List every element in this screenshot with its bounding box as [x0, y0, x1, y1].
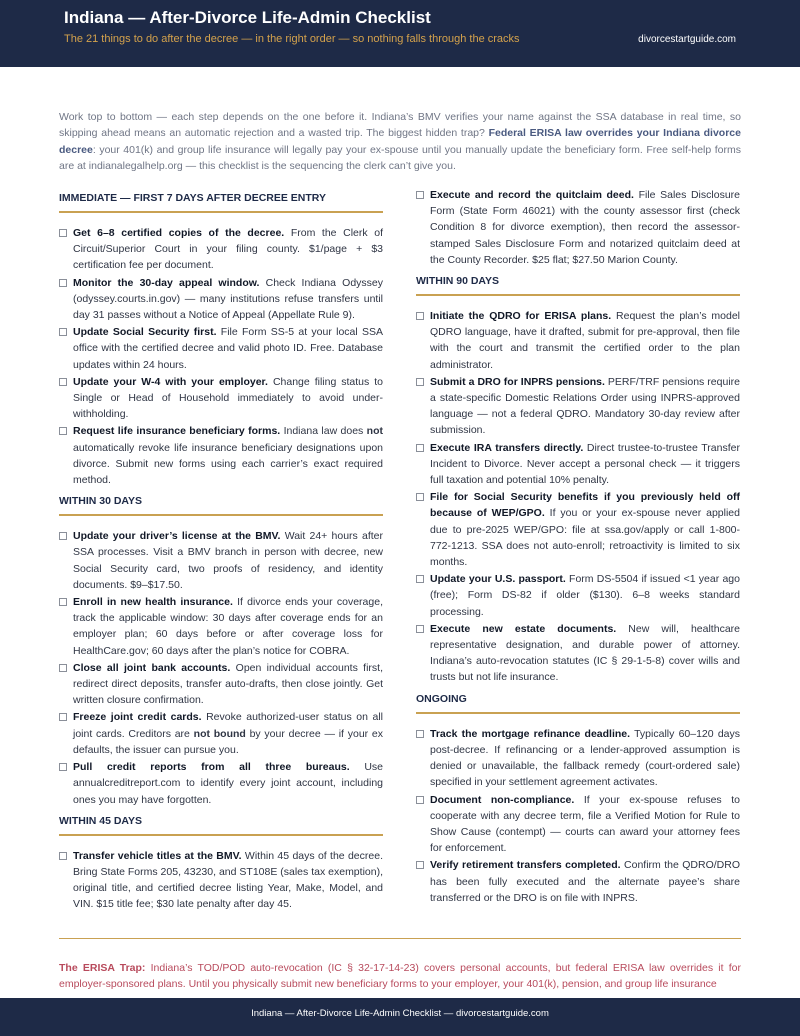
item-title: Freeze joint credit cards.	[73, 711, 202, 724]
item-desc-bold: not	[366, 425, 383, 438]
checklist-item	[59, 324, 383, 373]
checklist-item	[59, 594, 383, 659]
checkbox[interactable]	[59, 229, 67, 237]
item-title: Update Social Security first.	[73, 326, 217, 339]
page-header	[0, 0, 800, 67]
item-desc: Wait 24+ hours after SSA processes. Visit a BMV branch in person with decree, new Social Security card, two proofs of residency, and identity documents. $9–$17.50.	[73, 530, 383, 591]
section-heading-within-90: WITHIN 90 DAYS	[416, 269, 740, 296]
intro-text-after: : your 401(k) and group life insurance will legally pay your ex-spouse until you manually update the beneficiary form. Free self-help forms are at indianalegalhelp.org — this checklist is the sequencing the clerk can’t give you.	[59, 143, 741, 172]
item-desc: New will, healthcare representative designation, and durable power of attorney. Indiana’s auto-revocation statutes (IC § 29-1-5-8) cover wills and trusts but not life insurance.	[430, 622, 740, 684]
checklist-item	[416, 792, 740, 857]
item-desc: PERF/TRF pensions require a state-specific Domestic Relations Order using INPRS-approved language — not a federal QDRO. Mandatory 30-day review after submission.	[430, 375, 740, 437]
checklist-item	[416, 308, 740, 373]
checkbox[interactable]	[59, 427, 67, 435]
right-column	[416, 187, 740, 907]
item-desc: If you or your ex-spouse never applied due to pre-2025 WEP/GPO: file at ssa.gov/apply or call 1-800-772-1213. SSA does not auto-enroll; retroactivity is limited to six months.	[430, 507, 740, 569]
item-title: Execute new estate documents.	[430, 622, 617, 635]
checkbox[interactable]	[59, 279, 67, 287]
page-subtitle: The 21 things to do after the decree — in the right order — so nothing falls through the cracks	[64, 33, 520, 45]
checklist-item	[416, 374, 740, 439]
checklist-item	[416, 489, 740, 570]
item-desc-after: automatically revoke life insurance beneficiary designations upon divorce. Submit new forms using each carrier’s exact required method.	[73, 441, 383, 487]
checkbox[interactable]	[416, 191, 424, 199]
item-title: File for Social Security benefits if you previously held off because of WEP/GPO.	[430, 491, 740, 520]
item-title: Update your W-4 with your employer.	[73, 375, 268, 388]
checklist-item	[59, 759, 383, 808]
item-desc-after: by your decree — if your ex defaults, the issuer can pursue you.	[73, 727, 383, 756]
item-title: Get 6–8 certified copies of the decree.	[73, 227, 285, 239]
checkbox[interactable]	[416, 861, 424, 869]
item-desc: Change filing status to Single or Head of Household immediately to avoid under-withholding.	[73, 375, 383, 421]
checkbox[interactable]	[59, 378, 67, 386]
footer-text: Indiana — After-Divorce Life-Admin Checklist — divorcestartguide.com	[251, 1008, 549, 1019]
page-title: Indiana — After-Divorce Life-Admin Checklist	[64, 8, 431, 27]
page-footer	[0, 998, 800, 1036]
item-desc: Confirm the QDRO/DRO has been fully executed and the alternate payee’s share transferred or the DRO is on file with INPRS.	[430, 859, 740, 904]
section-heading-within-30: WITHIN 30 DAYS	[59, 489, 383, 516]
checklist-item	[59, 528, 383, 593]
section-heading-ongoing: ONGOING	[416, 687, 740, 714]
trap-text: Indiana’s TOD/POD auto-revocation (IC § 32-17-14-23) covers personal accounts, but federal ERISA law overrides it for employer-sponsored plans. Until you physically submit new beneficiary forms to your employer, your 401(k), pension, and group life insurance	[59, 962, 741, 990]
item-title: Submit a DRO for INPRS pensions.	[430, 375, 605, 388]
item-title: Pull credit reports from all three bureaus.	[73, 761, 350, 774]
trap-label: The ERISA Trap:	[59, 962, 146, 974]
item-title: Enroll in new health insurance.	[73, 596, 233, 609]
item-title: Initiate the QDRO for ERISA plans.	[430, 310, 612, 323]
section-divider	[59, 938, 741, 939]
checkbox[interactable]	[59, 763, 67, 771]
checklist-item	[416, 857, 740, 906]
item-desc: Check Indiana Odyssey (odyssey.courts.in.gov) — many institutions refuse transfers until day 31 passes without a Notice of Appeal (Appellate Rule 9).	[73, 276, 383, 322]
left-column	[59, 187, 383, 914]
checkbox[interactable]	[416, 378, 424, 386]
checklist-item	[59, 660, 383, 709]
item-desc: If divorce ends your coverage, track the applicable window: 30 days after coverage ends for an employer plan; 60 days before or after coverage loss for HealthCare.gov; 60 days after the plan’s notice for COBRA.	[73, 596, 383, 657]
item-title: Update your U.S. passport.	[430, 573, 566, 586]
checklist-item	[59, 225, 383, 274]
item-title: Execute IRA transfers directly.	[430, 441, 584, 454]
item-title: Verify retirement transfers completed.	[430, 859, 621, 872]
item-title: Document non-compliance.	[430, 793, 575, 806]
item-desc: Direct trustee-to-trustee Transfer Incident to Divorce. Never accept a personal check — it triggers full taxation and potential 10% penalty.	[430, 441, 740, 487]
item-desc: From the Clerk of Circuit/Superior Court in your filing county. $1/page + $3 certification fee per document.	[73, 227, 383, 272]
item-title: Transfer vehicle titles at the BMV.	[73, 849, 242, 862]
intro-bold: Federal ERISA law overrides your Indiana divorce decree	[59, 127, 741, 156]
checklist-item	[59, 275, 383, 324]
site-link[interactable]: divorcestartguide.com	[638, 34, 736, 45]
item-title: Execute and record the quitclaim deed.	[430, 189, 634, 201]
item-desc: Use annualcreditreport.com to identify every joint account, including ones you may have forgotten.	[73, 761, 383, 806]
item-desc: Within 45 days of the decree. Bring State Forms 205, 43230, and ST108E (sales tax exemption), original title, and certified decree listing Year, Make, Model, and VIN. $15 title fee; $30 late penalty after day 45.	[73, 849, 383, 911]
checkbox[interactable]	[416, 312, 424, 320]
intro-text: Work top to bottom — each step depends on the one before it. Indiana’s BMV verifies your name against the SSA database in real time, so skipping ahead means an automatic rejection and a wasted trip. The biggest hidden trap?	[59, 111, 741, 140]
item-title: Monitor the 30-day appeal window.	[73, 276, 260, 289]
item-title: Track the mortgage refinance deadline.	[430, 727, 631, 740]
checkbox[interactable]	[59, 532, 67, 540]
checklist-item	[59, 423, 383, 488]
item-desc: File Form SS-5 at your local SSA office with the certified decree and valid photo ID. Free. Database updates within 24 hours.	[73, 326, 383, 371]
item-desc: If your ex-spouse refuses to cooperate with any decree term, file a Verified Motion for Rule to Show Cause (contempt) — courts can award your attorney fees for enforcement.	[430, 793, 740, 855]
section-heading-immediate: IMMEDIATE — FIRST 7 DAYS AFTER DECREE ENTRY	[59, 187, 383, 213]
checklist-item	[416, 621, 740, 686]
item-desc: Revoke authorized-user status on all joint cards. Creditors are	[73, 711, 383, 740]
checkbox[interactable]	[416, 730, 424, 738]
checkbox[interactable]	[59, 328, 67, 336]
checklist-item	[416, 440, 740, 489]
item-desc: Form DS-5504 if issued <1 year ago (free); Form DS-82 if older ($130). 6–8 weeks standard processing.	[430, 573, 740, 618]
item-desc: File Sales Disclosure Form (State Form 46021) with the county assessor first (check Condition 8 for divorce exemption), then record the assessor-stamped Sales Disclosure Form and notarized quitclaim deed at the County Recorder. $25 flat; $27.50 Marion County.	[430, 189, 740, 266]
item-title: Request life insurance beneficiary forms.	[73, 425, 281, 438]
checkbox[interactable]	[59, 664, 67, 672]
checklist-item	[59, 709, 383, 758]
checklist-item	[59, 374, 383, 423]
item-title: Update your driver’s license at the BMV.	[73, 530, 281, 543]
item-desc: Request the plan’s model QDRO language, have it drafted, submit for pre-approval, then file with the court and transmit the certified order to the plan administrator.	[430, 310, 741, 371]
checkbox[interactable]	[59, 852, 67, 860]
item-title: Close all joint bank accounts.	[73, 661, 231, 674]
checkbox[interactable]	[416, 493, 424, 501]
checkbox[interactable]	[416, 575, 424, 583]
erisa-trap-callout	[59, 960, 741, 992]
item-desc: Indiana law does	[280, 425, 367, 438]
checklist-item	[416, 571, 740, 620]
checklist-item	[416, 726, 740, 791]
checkbox[interactable]	[416, 625, 424, 633]
checkbox[interactable]	[416, 796, 424, 804]
checklist-item	[59, 848, 383, 913]
checkbox[interactable]	[416, 444, 424, 452]
section-heading-within-45: WITHIN 45 DAYS	[59, 809, 383, 836]
item-desc: Open individual accounts first, redirect direct deposits, transfer auto-drafts, then close jointly. Get written closure confirmation.	[73, 661, 383, 707]
item-desc: Typically 60–120 days post-decree. If refinancing or a lender-approved assumption is denied or unavailable, the fallback remedy (court-ordered sale) specified in your settlement agreement activates.	[430, 727, 740, 789]
item-desc-bold: not bound	[193, 727, 246, 740]
intro-paragraph	[59, 109, 741, 174]
checkbox[interactable]	[59, 598, 67, 606]
checklist-item	[416, 187, 740, 268]
checkbox[interactable]	[59, 713, 67, 721]
